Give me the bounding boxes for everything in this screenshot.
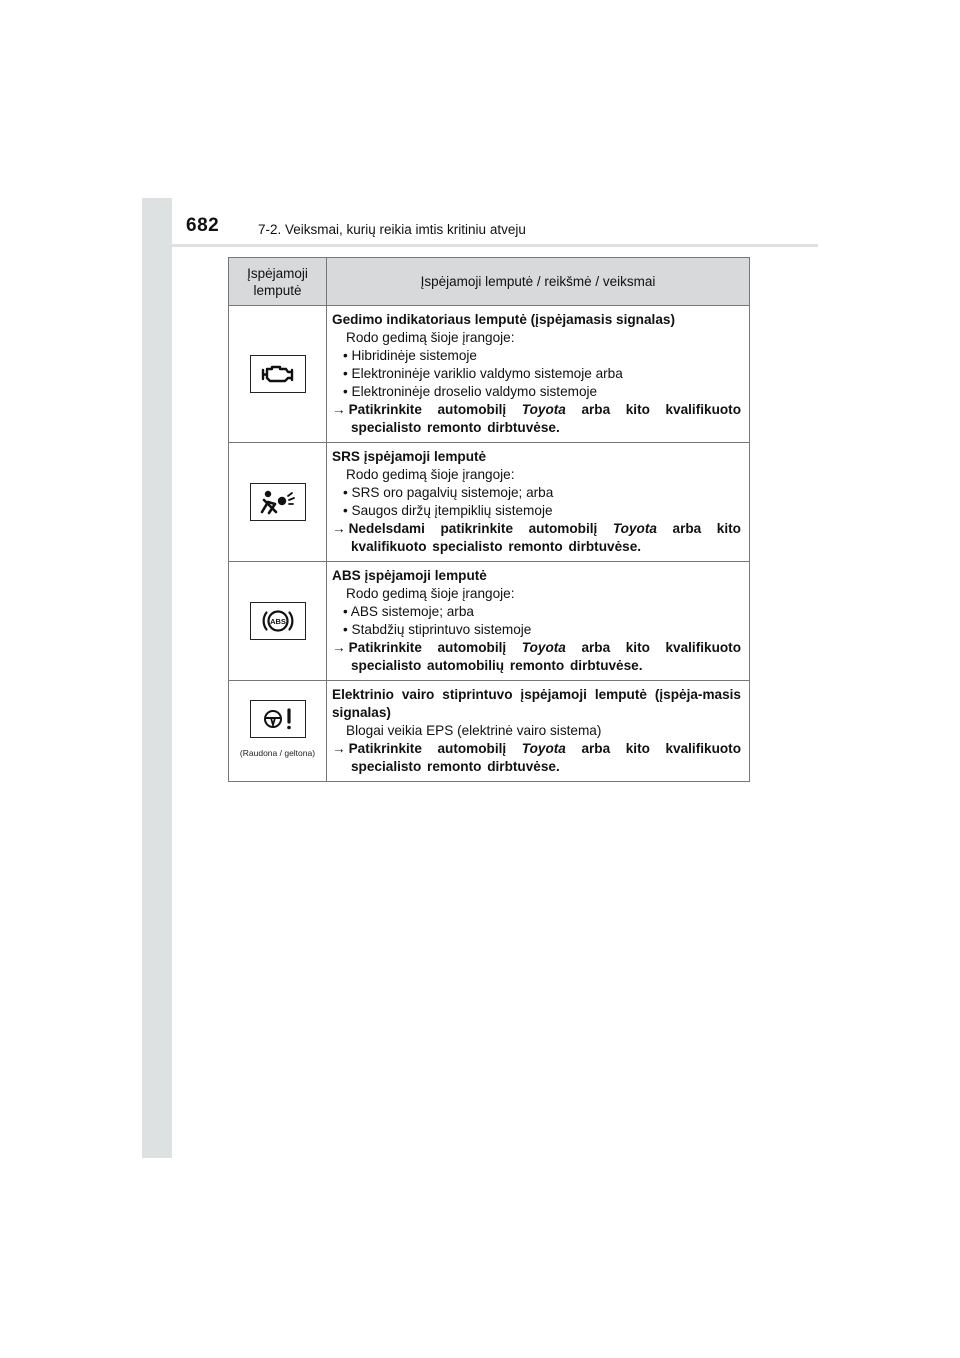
row-intro: Rodo gedimą šioje įrangoje: xyxy=(346,467,515,482)
list-item: • SRS oro pagalvių sistemoje; arba xyxy=(343,485,554,500)
table-row xyxy=(229,306,750,443)
row-title: Gedimo indikatoriaus lemputė (įspėjamasis signalas) xyxy=(332,312,675,327)
arrow-right-icon: → xyxy=(332,521,346,536)
side-margin-bar xyxy=(142,198,172,1158)
icon-cell xyxy=(229,562,327,681)
list-item: • Elektroninėje droselio valdymo sistemoje xyxy=(343,384,598,399)
icon-cell xyxy=(229,681,327,782)
column-header-description: Įspėjamoji lemputė / reikšmė / veiksmai xyxy=(327,258,750,306)
list-item: • ABS sistemoje; arba xyxy=(343,604,474,619)
row-intro: Blogai veikia EPS (elektrinė vairo sistema) xyxy=(346,723,602,738)
warning-lights-table xyxy=(228,257,750,782)
row-intro: Rodo gedimą šioje įrangoje: xyxy=(346,586,515,601)
brand-name: Toyota xyxy=(521,402,566,417)
srs-airbag-icon xyxy=(250,483,306,521)
action-text: → Patikrinkite automobilį Toyota arba kito kvalifikuoto specialisto remonto dirbtuvėse. xyxy=(332,402,742,435)
table-row xyxy=(229,443,750,562)
header-rule xyxy=(142,244,818,247)
action-text: → Patikrinkite automobilį Toyota arba kito kvalifikuoto specialisto remonto dirbtuvėse. xyxy=(332,741,742,774)
column-header-icon: Įspėjamoji lemputė xyxy=(229,258,327,306)
list-item: • Hibridinėje sistemoje xyxy=(343,348,477,363)
row-title: ABS įspėjamoji lemputė xyxy=(332,568,487,583)
arrow-right-icon: → xyxy=(332,741,346,756)
brand-name: Toyota xyxy=(612,521,657,536)
section-title: 7-2. Veiksmai, kurių reikia imtis kritiniu atveju xyxy=(258,222,526,237)
action-text: → Nedelsdami patikrinkite automobilį Toyota arba kito kvalifikuoto specialisto remonto dirbtuvėse. xyxy=(332,521,741,554)
icon-cell xyxy=(229,306,327,443)
icon-caption: (Raudona / geltona) xyxy=(239,748,316,758)
description-cell xyxy=(327,443,750,562)
list-item: • Elektroninėje variklio valdymo sistemoje arba xyxy=(343,366,623,381)
arrow-right-icon: → xyxy=(332,402,346,417)
page-number: 682 xyxy=(186,215,220,236)
check-engine-icon xyxy=(250,355,306,393)
brand-name: Toyota xyxy=(521,741,566,756)
action-text: → Patikrinkite automobilį Toyota arba kito kvalifikuoto specialisto automobilių remonto dirbtuvėse. xyxy=(332,640,742,673)
table-header-row xyxy=(229,258,750,306)
row-title: SRS įspėjamoji lemputė xyxy=(332,449,487,464)
eps-steering-warning-icon xyxy=(250,700,306,738)
list-item: • Saugos diržų įtempiklių sistemoje xyxy=(343,503,553,518)
icon-cell xyxy=(229,443,327,562)
description-cell xyxy=(327,562,750,681)
brand-name: Toyota xyxy=(521,640,566,655)
arrow-right-icon: → xyxy=(332,640,346,655)
row-title: Elektrinio vairo stiprintuvo įspėjamoji lemputė (įspėja-masis signalas) xyxy=(332,687,741,720)
abs-icon-label: ABS xyxy=(269,617,286,626)
abs-icon xyxy=(250,602,306,640)
row-intro: Rodo gedimą šioje įrangoje: xyxy=(346,330,515,345)
description-cell xyxy=(327,681,750,782)
list-item: • Stabdžių stiprintuvo sistemoje xyxy=(343,622,532,637)
table-row xyxy=(229,562,750,681)
table-row xyxy=(229,681,750,782)
description-cell xyxy=(327,306,750,443)
